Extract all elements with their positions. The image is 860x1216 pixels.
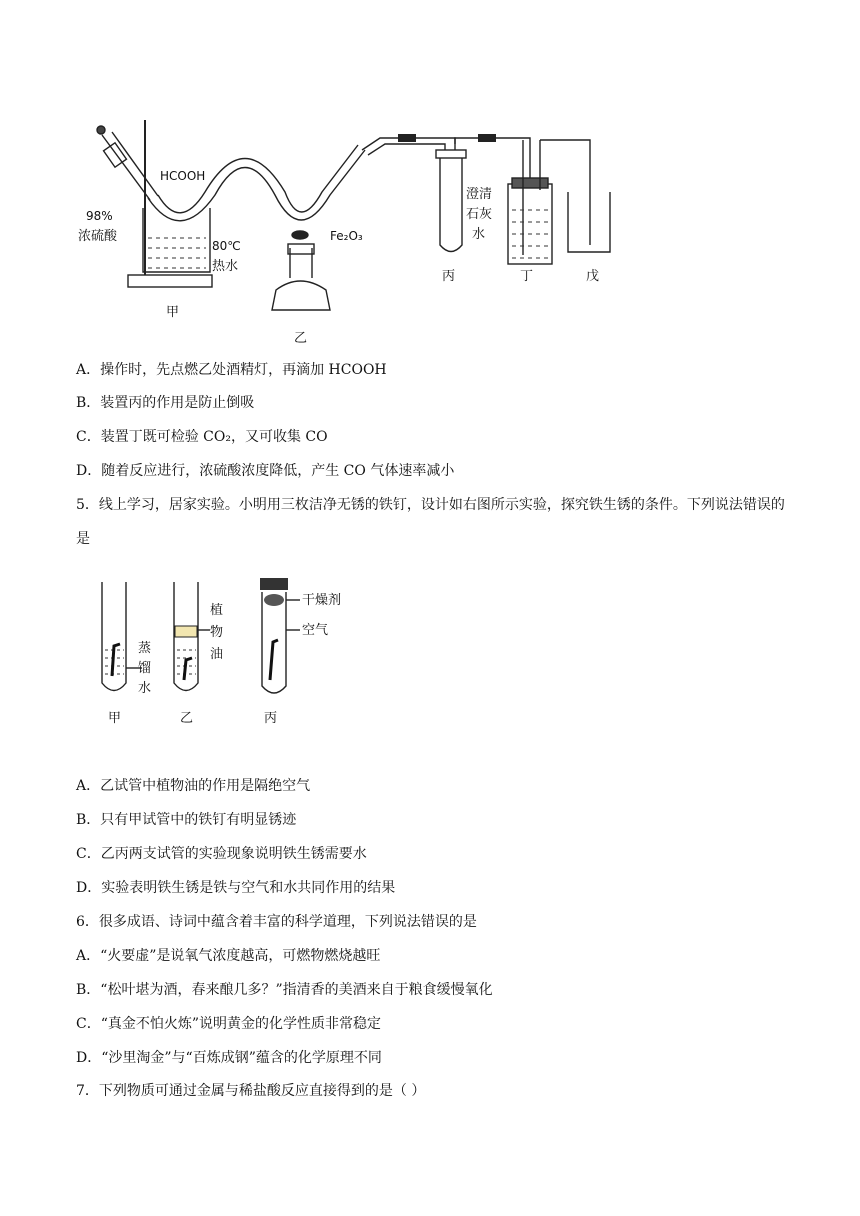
- acid-label: 浓硫酸: [78, 229, 118, 244]
- tube-yi-label: 乙: [180, 711, 194, 726]
- limewater-label-2: 石灰: [466, 207, 493, 222]
- fe2o3-label: Fe₂O₃: [330, 229, 363, 243]
- apparatus-jia-label: 甲: [166, 305, 180, 320]
- q4-option-a: A．操作时，先点燃乙处酒精灯，再滴加 HCOOH: [76, 362, 387, 378]
- q4-option-d: D．随着反应进行，浓硫酸浓度降低，产生 CO 气体速率减小: [76, 463, 455, 479]
- q7-stem: 7．下列物质可通过金属与稀盐酸反应直接得到的是（ ）: [76, 1083, 426, 1099]
- air-label: 空气: [302, 623, 329, 638]
- oil-label-2: 物: [210, 625, 224, 640]
- hot-water-label: 热水: [212, 259, 239, 274]
- q6-stem: 6．很多成语、诗词中蕴含着丰富的科学道理，下列说法错误的是: [76, 914, 477, 930]
- oil-label-3: 油: [210, 647, 224, 662]
- desiccant-label: 干燥剂: [302, 593, 342, 608]
- tube-bing-label: 丙: [264, 711, 278, 726]
- q4-option-b: B．装置丙的作用是防止倒吸: [76, 395, 255, 411]
- hcooh-label: HCOOH: [160, 169, 206, 183]
- apparatus-ding-label: 丁: [520, 269, 534, 284]
- q6-option-c: C．“真金不怕火炼”说明黄金的化学性质非常稳定: [76, 1016, 382, 1032]
- q6-option-b: B．“松叶堪为酒，春来酿几多？”指清香的美酒来自于粮食缓慢氧化: [76, 982, 493, 998]
- q5-option-c: C．乙丙两支试管的实验现象说明铁生锈需要水: [76, 846, 367, 862]
- distilled-water-label-3: 水: [138, 681, 152, 696]
- q5-option-b: B．只有甲试管中的铁钉有明显锈迹: [76, 812, 297, 828]
- apparatus-wu-label: 戊: [586, 269, 600, 284]
- distilled-water-label-1: 蒸: [138, 641, 152, 656]
- apparatus-figure: [0, 0, 860, 350]
- q6-option-a: A．“火要虚”是说氧气浓度越高，可燃物燃烧越旺: [76, 948, 381, 964]
- acid-concentration-label: 98%: [86, 209, 113, 223]
- q5-stem: 5．线上学习，居家实验。小明用三枚洁净无锈的铁钉，设计如右图所示实验，探究铁生锈的条件。下列说法错误的是: [76, 497, 785, 547]
- q4-option-c: C．装置丁既可检验 CO₂，又可收集 CO: [76, 429, 328, 445]
- limewater-label-1: 澄清: [466, 187, 493, 202]
- apparatus-yi-label: 乙: [294, 331, 308, 346]
- apparatus-bing-label: 丙: [442, 269, 456, 284]
- temp-label: 80℃: [212, 239, 241, 253]
- test-tubes-figure: [0, 568, 860, 738]
- oil-label-1: 植: [210, 603, 224, 618]
- distilled-water-label-2: 馏: [138, 661, 152, 676]
- q5-option-a: A．乙试管中植物油的作用是隔绝空气: [76, 778, 311, 794]
- q5-option-d: D．实验表明铁生锈是铁与空气和水共同作用的结果: [76, 880, 396, 896]
- limewater-label-3: 水: [472, 227, 486, 242]
- tube-jia-label: 甲: [108, 711, 122, 726]
- q6-option-d: D．“沙里淘金”与“百炼成钢”蕴含的化学原理不同: [76, 1050, 382, 1066]
